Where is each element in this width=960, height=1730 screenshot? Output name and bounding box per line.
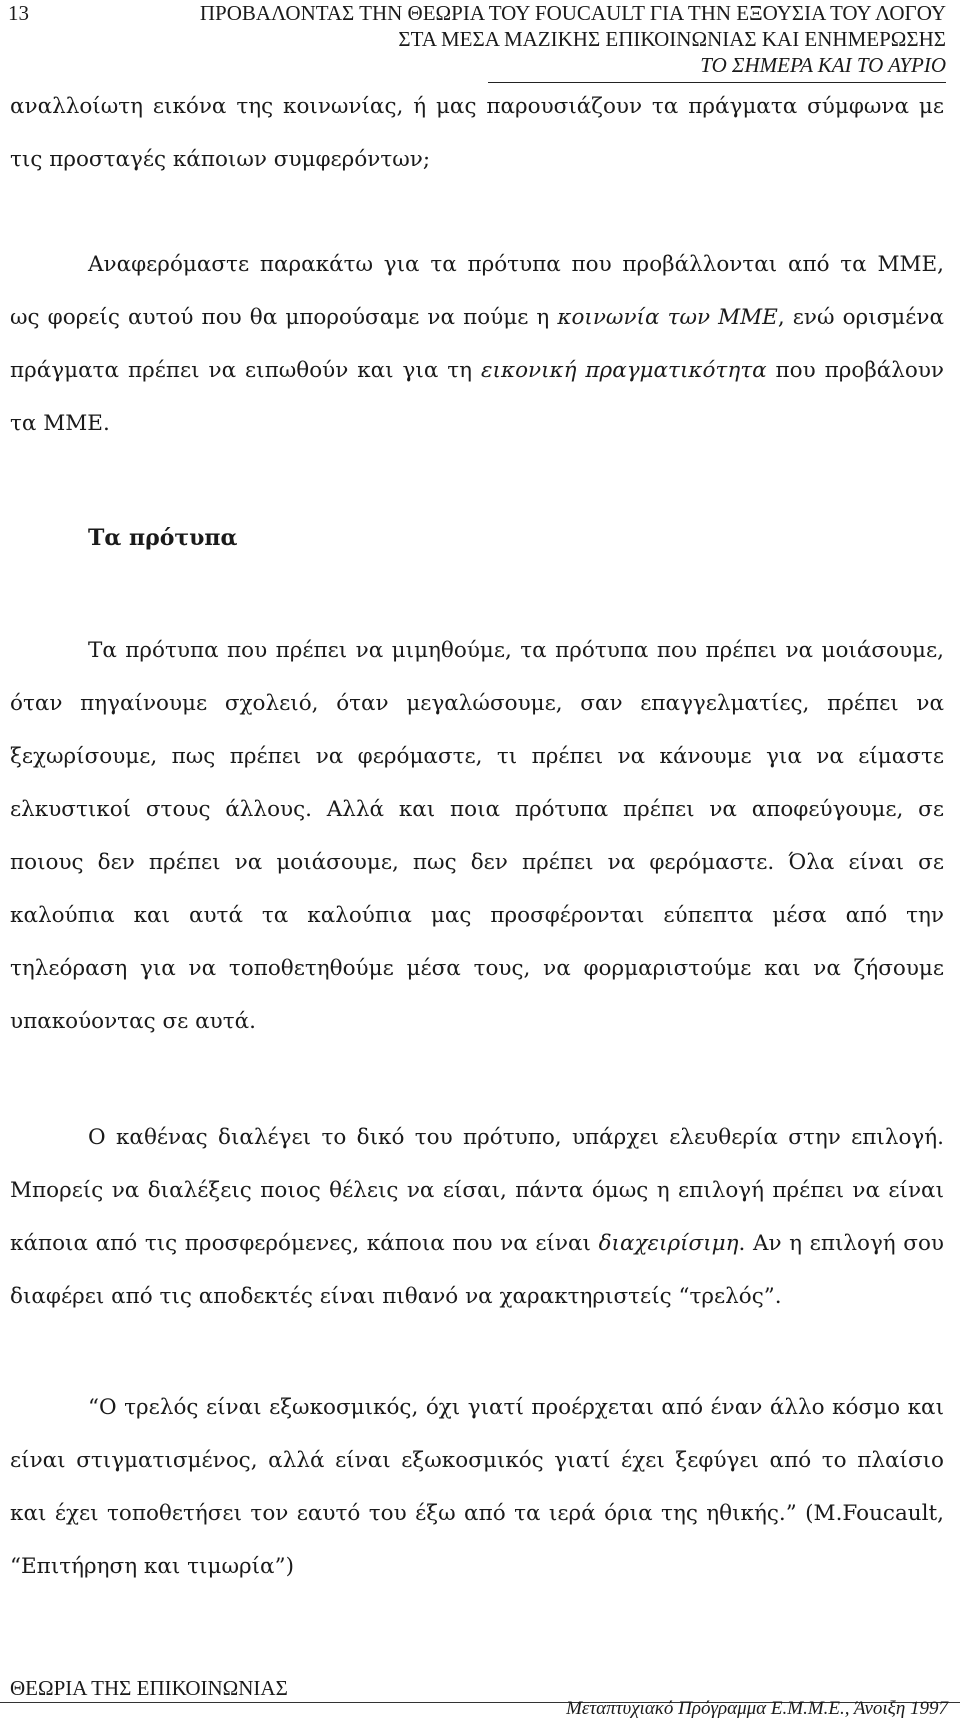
paragraph-3: Τα πρότυπα που πρέπει να μιμηθούμε, τα πρότυπα που πρέπει να μοιάσουμε, όταν πηγαίνουμε σχολειό, όταν μεγαλώσουμε, σαν επαγγελματίες, πρέπει να ξεχωρίσουμε, πως πρέπει να φερόμαστε, τι πρέπει να κάνουμε για να είμαστε ελκυστικοί στους άλλους. Αλλά και ποια πρότυπα πρέπει να αποφεύγουμε, σε ποιους δεν πρέπει να μοιάσουμε, πως δεν πρέπει να φερόμαστε. Όλα είναι σε καλούπια και αυτά τα καλούπια μας προσφέρονται εύπεπτα μέσα από την τηλεόραση για να τοποθετηθούμε μέσα τους, να φορμαριστούμε και να ζήσουμε υπακούοντας σε αυτά. xyxy=(10,638,944,1034)
paragraph-2-italic-1: κοινωνία των ΜΜΕ xyxy=(557,305,778,330)
paragraph-3-block xyxy=(10,624,944,1048)
section-heading-block xyxy=(10,525,944,551)
paragraph-1-block xyxy=(10,80,944,186)
paragraph-4 xyxy=(10,1111,944,1323)
header-title-line-3: ΤΟ ΣΗΜΕΡΑ ΚΑΙ ΤΟ ΑΥΡΙΟ xyxy=(700,53,946,77)
paragraph-4-text-a: Ο καθένας διαλέγει το δικό του πρότυπο, υπάρχει ελευθερία στην επιλογή. Μπορείς να διαλέξεις ποιος θέλεις να είσαι, πάντα όμως η επιλογή πρέπει να είναι κάποια από τις προσφερόμενες, κάποια που να είναι xyxy=(10,1125,944,1256)
paragraph-5: “Ο τρελός είναι εξωκοσμικός, όχι γιατί προέρχεται από έναν άλλο κόσμο και είναι στιγματισμένος, αλλά είναι εξωκοσμικός γιατί έχει ξεφύγει από το πλαίσιο και έχει τοποθετήσει τον εαυτό του έξω από τα ιερά όρια της ηθικής.” (M.Foucault, “Επιτήρηση και τιμωρία”) xyxy=(10,1395,944,1579)
page-number: 13 xyxy=(8,1,29,25)
paragraph-1: αναλλοίωτη εικόνα της κοινωνίας, ή μας παρουσιάζουν τα πράγματα σύμφωνα με τις προσταγές κάποιων συμφερόντων; xyxy=(10,94,944,172)
paragraph-4-text-b: . Αν η επιλογή σου διαφέρει από τις αποδεκτές είναι πιθανό να χαρακτηριστείς “τρελός”. xyxy=(10,1231,944,1309)
header-title-line-1: ΠΡΟΒΑΛΟΝΤΑΣ ΤΗΝ ΘΕΩΡΙΑ ΤΟΥ FOUCAULT ΓΙΑ ΤΗΝ ΕΞΟΥΣΙΑ ΤΟΥ ΛΟΓΟΥ xyxy=(199,1,946,25)
paragraph-2 xyxy=(10,238,944,450)
paragraph-2-text-b: , ενώ ορισμένα πράγματα πρέπει να ειπωθούν και για τη xyxy=(10,305,945,383)
paragraph-2-text-c: που προβάλουν τα ΜΜΕ. xyxy=(10,358,944,436)
paragraph-4-block xyxy=(10,1111,944,1323)
footer-left: ΘΕΩΡΙΑ ΤΗΣ ΕΠΙΚΟΙΝΩΝΙΑΣ xyxy=(10,1676,288,1700)
paragraph-5-block xyxy=(10,1381,944,1593)
paragraph-4-italic: διαχειρίσιμη xyxy=(598,1231,739,1256)
page-header xyxy=(8,0,946,78)
paragraph-2-italic-2: εικονική πραγματικότητα xyxy=(481,358,767,383)
paragraph-2-block xyxy=(10,238,944,450)
footer-right: Μεταπτυχιακό Πρόγραμμα Ε.Μ.Μ.Ε., Άνοιξη 1997 xyxy=(566,1698,948,1719)
paragraph-2-text-a: Αναφερόμαστε παρακάτω για τα πρότυπα που προβάλλονται από τα ΜΜΕ, ως φορείς αυτού που θα μπορούσαμε να πούμε η xyxy=(10,252,944,330)
section-heading: Τα πρότυπα xyxy=(88,525,238,551)
header-title-line-2: ΣΤΑ ΜΕΣΑ ΜΑΖΙΚΗΣ ΕΠΙΚΟΙΝΩΝΙΑΣ ΚΑΙ ΕΝΗΜΕΡΩΣΗΣ xyxy=(398,27,946,51)
